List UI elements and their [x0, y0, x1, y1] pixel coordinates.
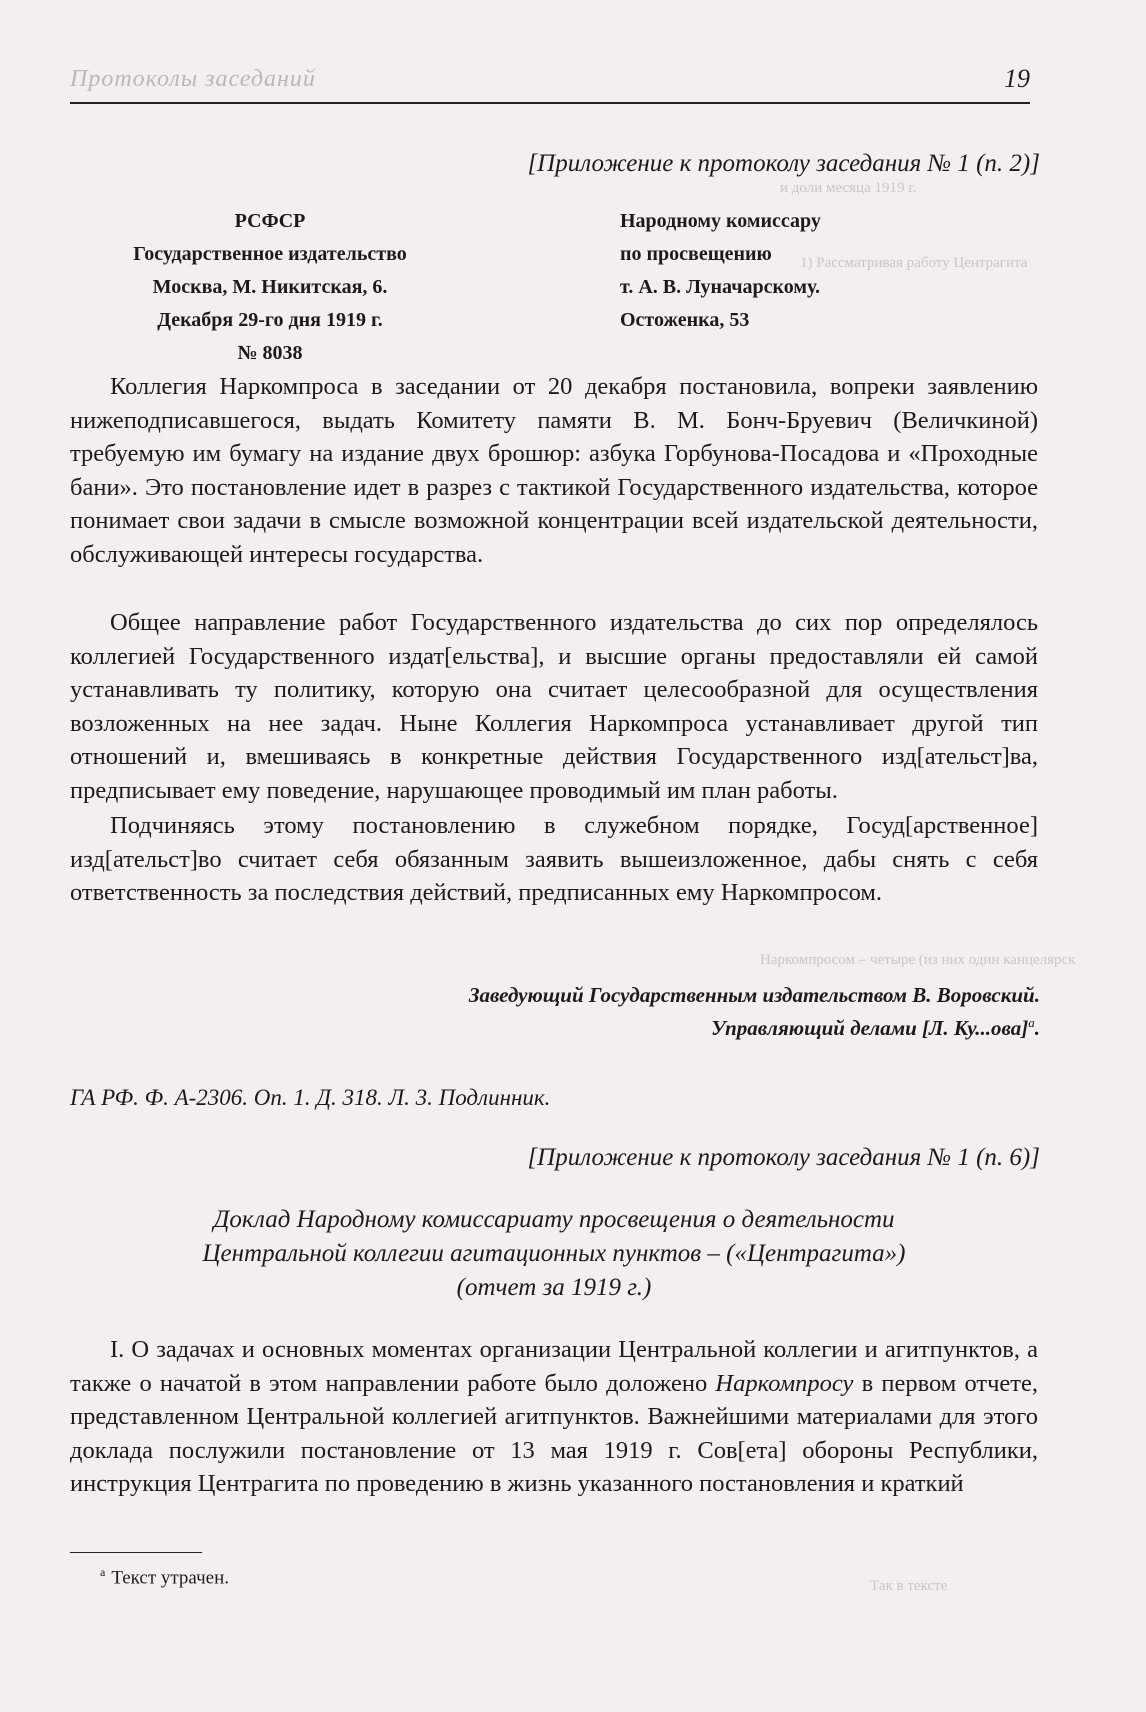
sender-block: [100, 205, 440, 370]
appendix-reference: [Приложение к протоколу заседания № 1 (п. 6)]: [527, 1144, 1040, 1171]
emphasis-text: Наркомпросу: [715, 1369, 854, 1397]
appendix-reference: [Приложение к протоколу заседания № 1 (п. 2)]: [527, 150, 1040, 177]
body-paragraph: Общее направление работ Государственного издательства до сих пор определялось коллегией Государственного издат[ельства], и высшие органы предоставляли ей самой устанавливать ту политику, которую она считает целесообразной для осуществления возложенных на нее задач. Ныне Коллегия Наркомпроса устанавливает другой тип отношений и, вмешиваясь в конкретные действия Государственного изд[ательст]ва, предписывает ему поведение, нарушающее проводимый им план работы.: [70, 609, 1038, 804]
sender-line: РСФСР: [234, 210, 306, 232]
archive-reference: ГА РФ. Ф. А-2306. Оп. 1. Д. 318. Л. 3. Подлинник.: [70, 1085, 551, 1110]
addressee-line: Остоженка, 53: [620, 309, 750, 331]
sender-line: Декабря 29-го дня 1919 г.: [157, 309, 383, 331]
addressee-line: по просвещению: [620, 243, 772, 265]
bleed-through-text: Наркомпросом – четыре (из них один канцелярск: [760, 952, 1076, 968]
body-paragraph: Подчиняясь этому постановлению в служебном порядке, Госуд[арственное] изд[ательст]во считает себя обязанным заявить вышеизложенное, дабы снять с себя ответственность за последствия действий, предписанных ему Наркомпросом.: [70, 812, 1038, 907]
report-title-line: Центральной коллегии агитационных пунктов – («Центрагита»): [202, 1240, 906, 1267]
footnote-text: Текст утрачен.: [111, 1567, 230, 1589]
footnote-marker: а: [1028, 1015, 1035, 1030]
report-paragraph: [70, 1333, 1038, 1501]
report-text: I. О задачах и основных моментах организации Центральной коллегии и агитпунктов, а также о начатой в этом направлении работе было доложено: [70, 1336, 1038, 1397]
report-text: в первом отчете, представленном Центральной коллегией агитпунктов. Важнейшими материалами для этого доклада послужили постановление от 13 мая 1919 г. Сов[ета] обороны Республики, инструкция Центрагита по проведению в жизнь указанного постановления и краткий: [70, 1369, 1038, 1498]
bleed-through-text: и доли месяца 1919 г.: [780, 180, 917, 196]
footnote: [100, 1565, 229, 1589]
running-header: [70, 62, 1030, 104]
signature-manager: Управляющий делами [Л. Ку...ова]$^а$.: [711, 1015, 1040, 1040]
report-title-line: Доклад Народному комиссариату просвещения о деятельности: [213, 1206, 895, 1233]
addressee-block: [620, 205, 821, 337]
report-title-line: (отчет за 1919 г.): [456, 1274, 652, 1301]
sender-line: Государственное издательство: [133, 243, 407, 265]
signature-manager-text: Управляющий делами [Л. Ку...ова]: [711, 1016, 1029, 1040]
page-number: 19: [1004, 64, 1030, 93]
footnote-divider: [70, 1552, 202, 1553]
addressee-line: Народному комиссару: [620, 210, 821, 232]
addressee-line: т. А. В. Луначарскому.: [620, 276, 821, 298]
bleed-through-text: Так в тексте: [870, 1578, 948, 1594]
document-number: № 8038: [237, 342, 303, 364]
report-title: [70, 1203, 1038, 1305]
running-title: Протоколы заседаний: [70, 66, 316, 92]
sender-line: Москва, М. Никитская, 6.: [152, 276, 388, 298]
body-paragraph: Коллегия Наркомпроса в заседании от 20 декабря постановила, вопреки заявлению нижеподписавшегося, выдать Комитету памяти В. М. Бонч-Бруевич (Величкиной) требуемую им бумагу на издание двух брошюр: азбука Горбунова-Посадова и «Проходные бани». Это постановление идет в разрез с тактикой Государственного издательства, которое понимает свои задачи в смысле возможной концентрации всей издательской деятельности, обслуживающей интересы государства.: [70, 373, 1038, 568]
signature-director: Заведующий Государственным издательством В. Воровский.: [468, 983, 1040, 1007]
footnote-mark: а: [100, 1565, 106, 1579]
bleed-through-text: 1) Рассматривая работу Центрагита: [800, 255, 1028, 271]
